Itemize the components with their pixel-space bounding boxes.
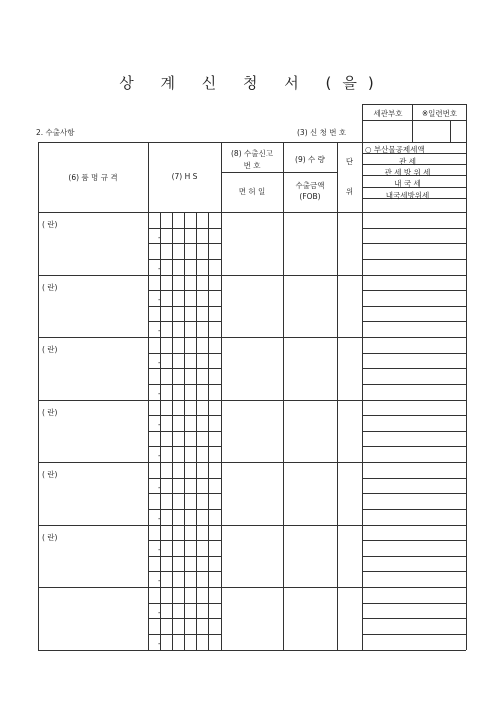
hs-digit-line [184,212,185,650]
header-byproduct-deduction: ○ 부산물공제세액 [365,145,425,154]
tax-sub-line [362,618,466,619]
row-dash: - [158,514,161,523]
header-bottom-line [38,212,466,213]
header-item-spec: (6) 품 명 규 격 [68,173,118,182]
table-top-line [38,142,466,143]
row-label: ( 란) [42,533,58,542]
header-export-declaration-number: 번 호 [243,161,261,170]
tax-sub-line [362,478,466,479]
group-bottom-line [38,587,466,588]
row-label: ( 란) [42,220,58,229]
row-dash: - [158,326,161,335]
header-export-declaration: (8) 수출신고 [231,149,273,158]
header-internal-tax: 내 국 세 [394,179,421,188]
customs-code-label: 세관부호 [373,109,403,118]
serial-number-label: ※일련번호 [421,109,458,118]
tax-sub-line [362,290,466,291]
group-bottom-line [38,275,466,276]
row-label: ( 란) [42,408,58,417]
tax-sub-line [362,306,466,307]
row-dash: - [158,233,161,242]
header-mid-line [221,172,337,173]
group-bottom-line [38,650,466,651]
column-line [283,142,284,650]
tax-sub-line [362,353,466,354]
group-bottom-line [38,337,466,338]
column-line [337,142,338,650]
tax-sub-line [362,446,466,447]
tax-sub-line [362,415,466,416]
header-hs: (7) H S [171,172,198,181]
row-dash: - [158,295,161,304]
group-bottom-line [38,525,466,526]
hs-digit-line [208,212,209,650]
row-dash: - [158,608,161,617]
tax-sub-line [362,493,466,494]
column-line [221,142,222,650]
grid-line [450,120,451,142]
header-export-amount: 수출금액 [295,181,325,190]
group-bottom-line [38,400,466,401]
hs-digit-line [160,212,161,650]
grid-line [38,142,39,650]
row-dash: - [158,389,161,398]
header-unit-bottom: 위 [345,187,354,196]
tax-sub-line [362,603,466,604]
row-dash: - [158,483,161,492]
tax-sub-line [362,384,466,385]
box-top-line [362,104,466,105]
tax-sub-line [362,571,466,572]
hs-digit-line [196,212,197,650]
tax-sub-line [362,556,466,557]
header-customs-defense-tax: 관 세 방 위 세 [384,168,431,177]
tax-sub-line [362,259,466,260]
row-dash: - [158,420,161,429]
row-label: ( 란) [42,345,58,354]
row-dash: - [158,639,161,648]
header-internal-defense-tax: 내국세방위세 [385,191,430,200]
header-customs-duty: 관 세 [399,157,416,166]
row-dash: - [158,576,161,585]
tax-sub-line [362,509,466,510]
tax-sub-line [362,540,466,541]
tax-sub-line [362,243,466,244]
row-dash: - [158,358,161,367]
tax-sub-line [362,228,466,229]
row-dash: - [158,545,161,554]
grid-line [362,104,363,142]
tax-sub-line [362,431,466,432]
row-label: ( 란) [42,470,58,479]
column-line [362,142,363,650]
tax-sub-line [362,634,466,635]
application-number-label: (3) 신 청 번 호 [297,128,347,137]
column-line [466,142,467,650]
hs-digit-line [172,212,173,650]
tax-sub-line [362,321,466,322]
row-label: ( 란) [42,283,58,292]
group-bottom-line [38,462,466,463]
tax-sub-line [362,368,466,369]
row-dash: - [158,451,161,460]
header-export-amount-fob: (FOB) [299,192,321,201]
grid-line [466,104,467,142]
row-dash: - [158,264,161,273]
column-line [148,142,149,650]
section-label: 2. 수출사항 [36,128,75,137]
header-unit-top: 단 [345,157,354,166]
header-license-date: 면 허 일 [238,187,266,196]
form-title: 상 계 신 청 서 (을) [119,74,385,92]
header-quantity: (9) 수 량 [295,155,325,164]
